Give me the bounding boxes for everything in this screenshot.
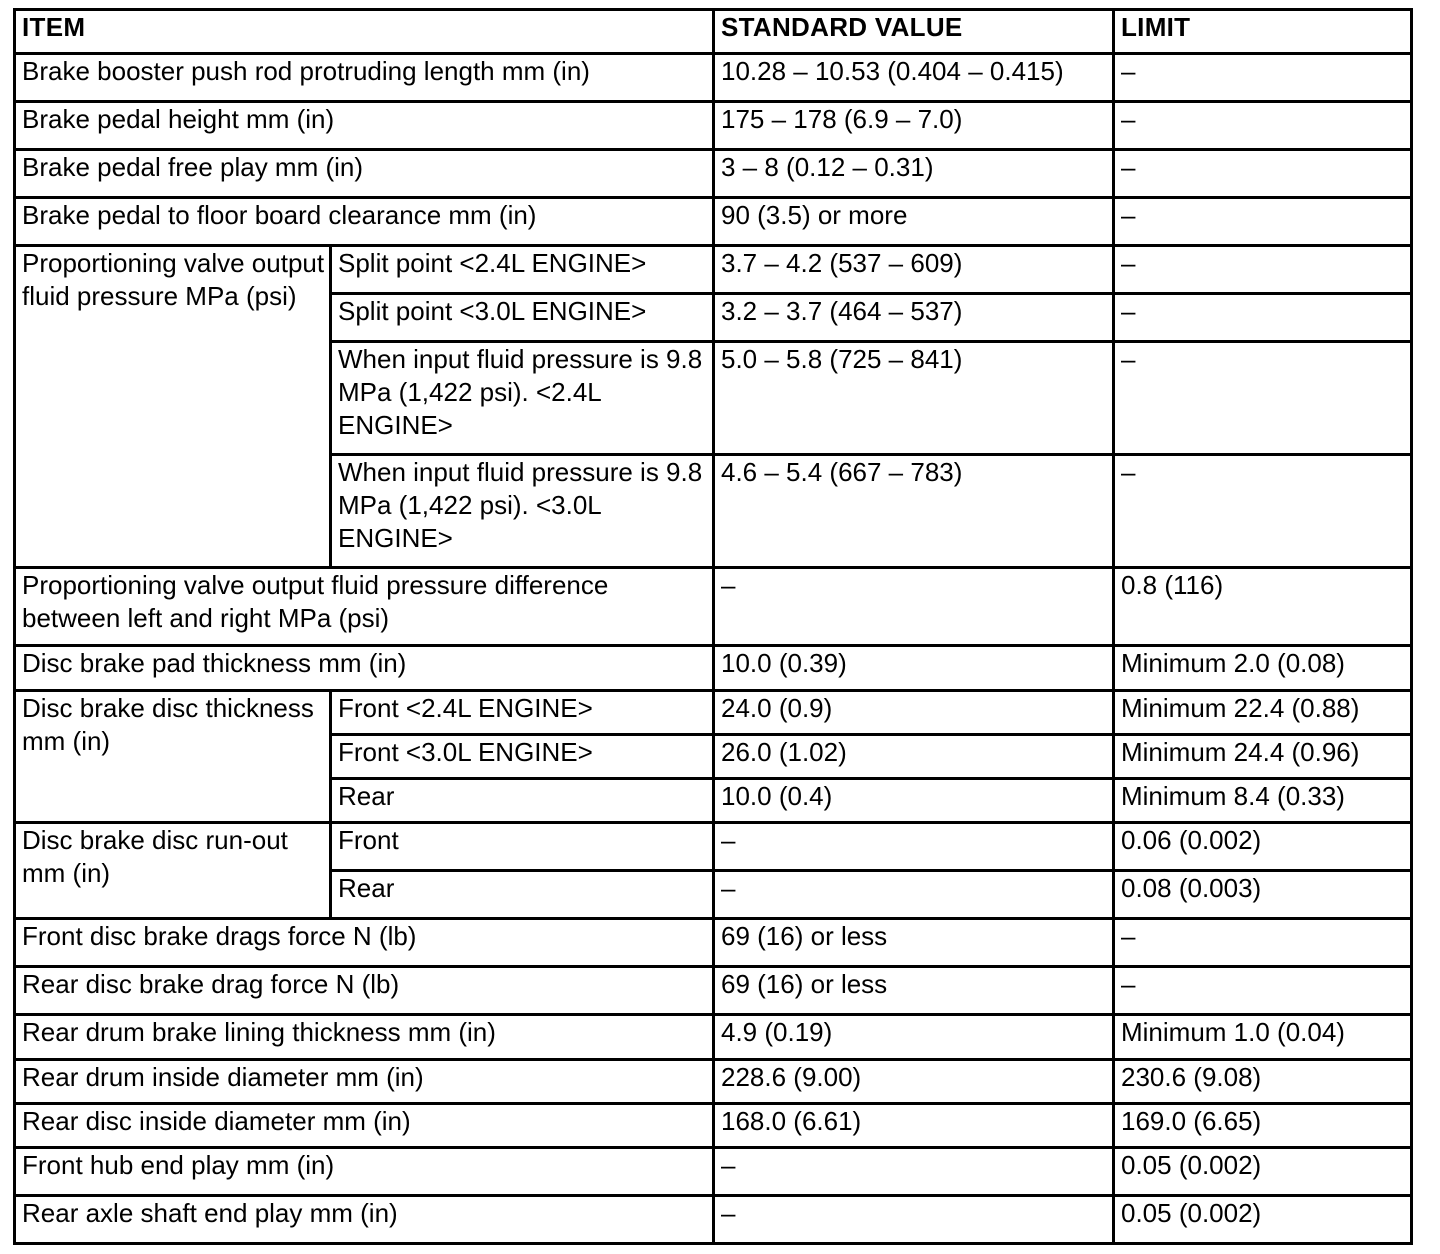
standard-value-cell: – (714, 1148, 1114, 1196)
limit-cell: – (1114, 967, 1412, 1015)
limit-cell: Minimum 1.0 (0.04) (1114, 1015, 1412, 1060)
limit-cell: – (1114, 102, 1412, 150)
limit-cell: – (1114, 919, 1412, 967)
item-cell: Brake pedal free play mm (in) (15, 150, 714, 198)
item-cell: Disc brake pad thickness mm (in) (15, 646, 714, 691)
standard-value-cell: 10.0 (0.4) (714, 779, 1114, 823)
standard-value-cell: 5.0 – 5.8 (725 – 841) (714, 342, 1114, 455)
standard-value-cell: 168.0 (6.61) (714, 1104, 1114, 1148)
standard-value-cell: 3.2 – 3.7 (464 – 537) (714, 294, 1114, 342)
limit-cell: – (1114, 342, 1412, 455)
item-cell: Rear disc brake drag force N (lb) (15, 967, 714, 1015)
limit-cell: 0.08 (0.003) (1114, 871, 1412, 919)
item-cell: Rear disc inside diameter mm (in) (15, 1104, 714, 1148)
standard-value-cell: 175 – 178 (6.9 – 7.0) (714, 102, 1114, 150)
table-header-row (15, 10, 1412, 54)
limit-cell: – (1114, 246, 1412, 294)
table-row (15, 1104, 1412, 1148)
standard-value-cell: – (714, 871, 1114, 919)
standard-value-cell: 3 – 8 (0.12 – 0.31) (714, 150, 1114, 198)
item-cell: Brake pedal height mm (in) (15, 102, 714, 150)
table-row (15, 1148, 1412, 1196)
sub-item-cell: When input fluid pressure is 9.8 MPa (1,422 psi). <2.4L ENGINE> (331, 342, 714, 455)
limit-cell: 0.05 (0.002) (1114, 1148, 1412, 1196)
item-cell: Brake pedal to floor board clearance mm (in) (15, 198, 714, 246)
item-cell: Rear drum inside diameter mm (in) (15, 1060, 714, 1104)
sub-item-cell: Front <3.0L ENGINE> (331, 735, 714, 779)
table-row (15, 1196, 1412, 1244)
standard-value-cell: 69 (16) or less (714, 919, 1114, 967)
limit-cell: Minimum 2.0 (0.08) (1114, 646, 1412, 691)
table-row (15, 1060, 1412, 1104)
standard-value-cell: – (714, 1196, 1114, 1244)
item-cell: Front hub end play mm (in) (15, 1148, 714, 1196)
limit-cell: – (1114, 54, 1412, 102)
limit-cell: – (1114, 150, 1412, 198)
item-cell: Front disc brake drags force N (lb) (15, 919, 714, 967)
item-cell: Rear axle shaft end play mm (in) (15, 1196, 714, 1244)
table-row (15, 1015, 1412, 1060)
sub-item-cell: Split point <3.0L ENGINE> (331, 294, 714, 342)
sub-item-cell: Split point <2.4L ENGINE> (331, 246, 714, 294)
standard-value-cell: – (714, 823, 1114, 871)
table-row (15, 646, 1412, 691)
table-row (15, 568, 1412, 646)
header-item: ITEM (15, 10, 714, 54)
standard-value-cell: 90 (3.5) or more (714, 198, 1114, 246)
limit-cell: 0.05 (0.002) (1114, 1196, 1412, 1244)
item-cell: Proportioning valve output fluid pressure MPa (psi) (15, 246, 331, 568)
limit-cell: 230.6 (9.08) (1114, 1060, 1412, 1104)
limit-cell: Minimum 24.4 (0.96) (1114, 735, 1412, 779)
standard-value-cell: 10.28 – 10.53 (0.404 – 0.415) (714, 54, 1114, 102)
table-row (15, 823, 1412, 871)
standard-value-cell: 69 (16) or less (714, 967, 1114, 1015)
table-row (15, 102, 1412, 150)
table-row (15, 198, 1412, 246)
sub-item-cell: Rear (331, 871, 714, 919)
sub-item-cell: When input fluid pressure is 9.8 MPa (1,422 psi). <3.0L ENGINE> (331, 455, 714, 568)
table-row (15, 691, 1412, 735)
item-cell: Proportioning valve output fluid pressure difference between left and right MPa (psi) (15, 568, 714, 646)
limit-cell: Minimum 22.4 (0.88) (1114, 691, 1412, 735)
standard-value-cell: 10.0 (0.39) (714, 646, 1114, 691)
brake-spec-table (13, 8, 1413, 1245)
table-row (15, 246, 1412, 294)
standard-value-cell: 24.0 (0.9) (714, 691, 1114, 735)
standard-value-cell: – (714, 568, 1114, 646)
item-cell: Disc brake disc run-out mm (in) (15, 823, 331, 919)
limit-cell: 0.06 (0.002) (1114, 823, 1412, 871)
header-limit: LIMIT (1114, 10, 1412, 54)
sub-item-cell: Front <2.4L ENGINE> (331, 691, 714, 735)
standard-value-cell: 3.7 – 4.2 (537 – 609) (714, 246, 1114, 294)
limit-cell: Minimum 8.4 (0.33) (1114, 779, 1412, 823)
item-cell: Disc brake disc thickness mm (in) (15, 691, 331, 823)
limit-cell: – (1114, 294, 1412, 342)
standard-value-cell: 4.6 – 5.4 (667 – 783) (714, 455, 1114, 568)
standard-value-cell: 4.9 (0.19) (714, 1015, 1114, 1060)
sub-item-cell: Rear (331, 779, 714, 823)
header-standard-value: STANDARD VALUE (714, 10, 1114, 54)
table-row (15, 919, 1412, 967)
limit-cell: – (1114, 198, 1412, 246)
limit-cell: 169.0 (6.65) (1114, 1104, 1412, 1148)
limit-cell: 0.8 (116) (1114, 568, 1412, 646)
table-row (15, 150, 1412, 198)
standard-value-cell: 228.6 (9.00) (714, 1060, 1114, 1104)
standard-value-cell: 26.0 (1.02) (714, 735, 1114, 779)
item-cell: Rear drum brake lining thickness mm (in) (15, 1015, 714, 1060)
table-row (15, 967, 1412, 1015)
table-row (15, 54, 1412, 102)
item-cell: Brake booster push rod protruding length mm (in) (15, 54, 714, 102)
sub-item-cell: Front (331, 823, 714, 871)
limit-cell: – (1114, 455, 1412, 568)
